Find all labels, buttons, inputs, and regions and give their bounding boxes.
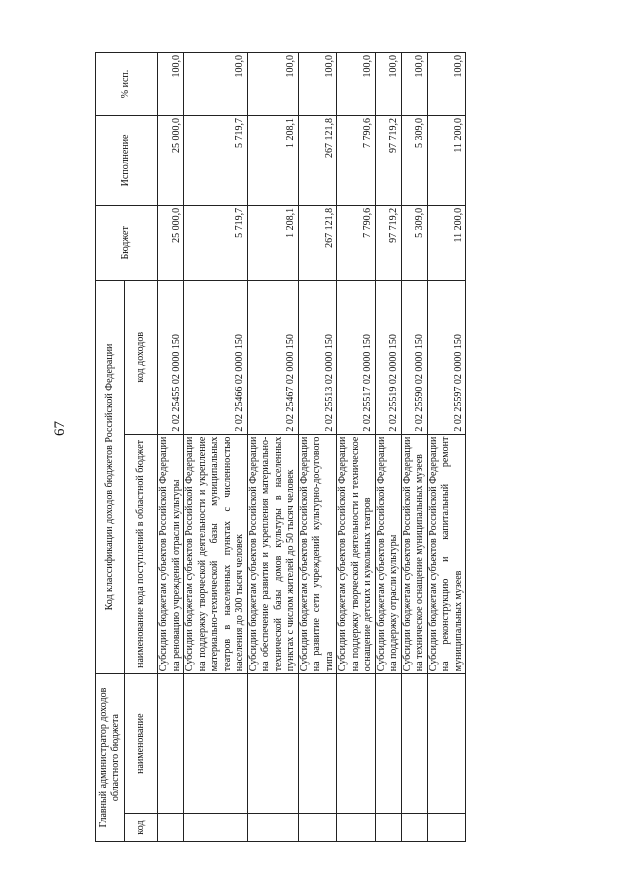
percent-cell: 100,0	[337, 53, 376, 116]
rotated-table-wrapper	[95, 52, 585, 842]
admin-code-cell	[337, 814, 376, 842]
table-row	[247, 53, 298, 842]
execution-cell: 5 719,7	[184, 115, 248, 205]
execution-cell: 1 208,1	[247, 115, 298, 205]
income-name-cell: Субсидии бюджетам субъектов Российской Федерации на поддержку отрасли культуры	[375, 434, 401, 674]
income-name-cell: Субсидии бюджетам субъектов Российской Федерации на техническое оснащение муниципальных музеев	[401, 434, 427, 674]
income-name-cell: Субсидии бюджетам субъектов Российской Федерации на поддержку творческой деятельности и техническое оснащение детских и кукольных театров	[337, 434, 376, 674]
admin-name-cell	[427, 674, 466, 814]
income-name-cell: Субсидии бюджетам субъектов Российской Федерации на реновацию учреждений отрасли культуры	[158, 434, 184, 674]
income-name-cell: Субсидии бюджетам субъектов Российской Федерации на поддержку творческой деятельности и укрепление материально-технической базы муниципальных театров в населенных пунктах с численностью населения до 300 тысяч человек	[184, 434, 248, 674]
budget-cell: 5 719,7	[184, 205, 248, 280]
admin-code-cell	[427, 814, 466, 842]
income-code-cell: 2 02 25455 02 0000 150	[158, 280, 184, 434]
admin-code-cell	[401, 814, 427, 842]
table-row	[375, 53, 401, 842]
income-code-cell: 2 02 25467 02 0000 150	[247, 280, 298, 434]
percent-cell: 100,0	[375, 53, 401, 116]
execution-cell: 5 309,0	[401, 115, 427, 205]
admin-name-cell	[158, 674, 184, 814]
budget-cell: 7 790,6	[337, 205, 376, 280]
percent-cell: 100,0	[184, 53, 248, 116]
budget-cell: 5 309,0	[401, 205, 427, 280]
execution-cell: 7 790,6	[337, 115, 376, 205]
admin-name-cell	[401, 674, 427, 814]
percent-cell: 100,0	[247, 53, 298, 116]
income-code-cell: 2 02 25597 02 0000 150	[427, 280, 466, 434]
table-row	[427, 53, 466, 842]
budget-cell: 97 719,2	[375, 205, 401, 280]
admin-code-header: код	[125, 814, 158, 842]
page-number: 67	[52, 421, 68, 436]
income-code-cell: 2 02 25517 02 0000 150	[337, 280, 376, 434]
admin-code-cell	[247, 814, 298, 842]
budget-header: Бюджет	[96, 205, 158, 280]
admin-code-cell	[375, 814, 401, 842]
income-name-cell: Субсидии бюджетам субъектов Российской Федерации на развитие сети учреждений культурно-досугового типа	[298, 434, 337, 674]
income-code-cell: 2 02 25519 02 0000 150	[375, 280, 401, 434]
percent-cell: 100,0	[427, 53, 466, 116]
admin-name-cell	[337, 674, 376, 814]
execution-cell: 97 719,2	[375, 115, 401, 205]
income-table	[95, 52, 466, 842]
execution-header: Исполнение	[96, 115, 158, 205]
income-name-cell: Субсидии бюджетам субъектов Российской Федерации на реконструкцию и капитальный ремонт муниципальных музеев	[427, 434, 466, 674]
income-name-cell: Субсидии бюджетам субъектов Российской Федерации на обеспечение развития и укрепления материально-технической базы домов культуры в населенных пунктах с числом жителей до 50 тысяч человек	[247, 434, 298, 674]
income-code-cell: 2 02 25513 02 0000 150	[298, 280, 337, 434]
admin-name-cell	[298, 674, 337, 814]
income-code-header: код доходов	[125, 280, 158, 434]
table-row	[158, 53, 184, 842]
percent-cell: 100,0	[158, 53, 184, 116]
execution-cell: 267 121,8	[298, 115, 337, 205]
table-row	[337, 53, 376, 842]
percent-cell: 100,0	[401, 53, 427, 116]
table-row	[401, 53, 427, 842]
budget-cell: 267 121,8	[298, 205, 337, 280]
execution-cell: 25 000,0	[158, 115, 184, 205]
admin-name-cell	[375, 674, 401, 814]
income-name-header: наименование кода поступлений в областной бюджет	[125, 434, 158, 674]
admin-code-cell	[184, 814, 248, 842]
admin-name-cell	[184, 674, 248, 814]
income-code-cell: 2 02 25590 02 0000 150	[401, 280, 427, 434]
budget-cell: 25 000,0	[158, 205, 184, 280]
admin-name-header: наименование	[125, 674, 158, 814]
budget-cell: 11 200,0	[427, 205, 466, 280]
table-row	[298, 53, 337, 842]
percent-cell: 100,0	[298, 53, 337, 116]
budget-cell: 1 208,1	[247, 205, 298, 280]
admin-group-header: Главный администратор доходов областного бюджета	[96, 674, 125, 842]
execution-cell: 11 200,0	[427, 115, 466, 205]
classification-group-header: Код классификации доходов бюджетов Российской Федерации	[96, 280, 125, 673]
percent-header: % исп.	[96, 53, 158, 116]
admin-code-cell	[158, 814, 184, 842]
admin-code-cell	[298, 814, 337, 842]
income-code-cell: 2 02 25466 02 0000 150	[184, 280, 248, 434]
table-row	[184, 53, 248, 842]
admin-name-cell	[247, 674, 298, 814]
